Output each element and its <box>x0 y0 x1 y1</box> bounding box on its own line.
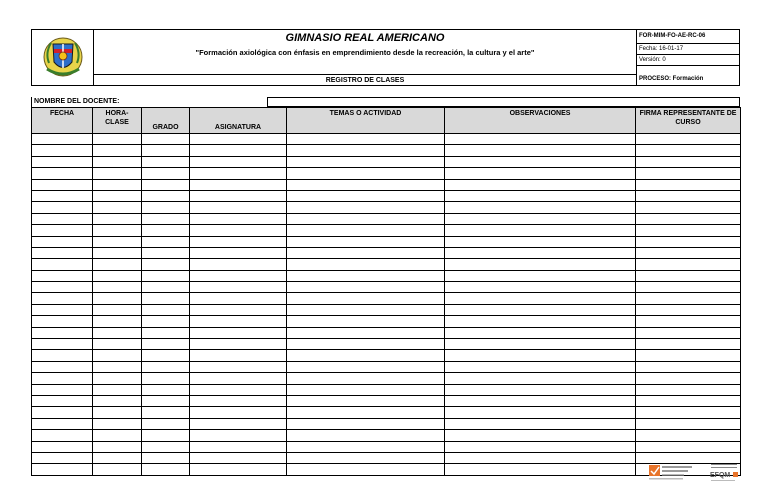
cell-asignatura[interactable] <box>190 156 287 167</box>
cell-fecha[interactable] <box>32 384 93 395</box>
table-row <box>32 168 741 179</box>
table-row <box>32 190 741 201</box>
cell-fecha[interactable] <box>32 395 93 406</box>
cell-hora[interactable] <box>93 213 142 224</box>
cell-firma[interactable] <box>636 270 741 281</box>
cell-observaciones[interactable] <box>445 452 636 463</box>
cell-asignatura[interactable] <box>190 236 287 247</box>
table-row <box>32 361 741 372</box>
cell-firma[interactable] <box>636 282 741 293</box>
cell-temas[interactable] <box>287 430 445 441</box>
cell-hora[interactable] <box>93 179 142 190</box>
table-row <box>32 179 741 190</box>
cell-hora[interactable] <box>93 270 142 281</box>
cell-asignatura[interactable] <box>190 134 287 145</box>
cell-observaciones[interactable] <box>445 190 636 201</box>
cell-fecha[interactable] <box>32 225 93 236</box>
cell-asignatura[interactable] <box>190 247 287 258</box>
cell-firma[interactable] <box>636 213 741 224</box>
column-header-asignatura: ASIGNATURA <box>190 108 287 134</box>
cell-hora[interactable] <box>93 418 142 429</box>
cell-asignatura[interactable] <box>190 168 287 179</box>
cell-observaciones[interactable] <box>445 395 636 406</box>
column-header-grado: GRADO <box>142 108 190 134</box>
cell-observaciones[interactable] <box>445 259 636 270</box>
cell-asignatura[interactable] <box>190 384 287 395</box>
table-row <box>32 236 741 247</box>
cell-firma[interactable] <box>636 316 741 327</box>
cell-temas[interactable] <box>287 202 445 213</box>
table-row <box>32 145 741 156</box>
table-row <box>32 464 741 475</box>
cell-observaciones[interactable] <box>445 316 636 327</box>
cell-fecha[interactable] <box>32 293 93 304</box>
cell-firma[interactable] <box>636 134 741 145</box>
cell-grado[interactable] <box>142 168 190 179</box>
cell-firma[interactable] <box>636 395 741 406</box>
document-metadata <box>636 30 739 85</box>
cell-temas[interactable] <box>287 316 445 327</box>
cell-firma[interactable] <box>636 430 741 441</box>
cell-grado[interactable] <box>142 418 190 429</box>
cell-firma[interactable] <box>636 156 741 167</box>
cell-asignatura[interactable] <box>190 293 287 304</box>
cell-fecha[interactable] <box>32 430 93 441</box>
cell-grado[interactable] <box>142 202 190 213</box>
table-row <box>32 373 741 384</box>
table-row <box>32 270 741 281</box>
cell-fecha[interactable] <box>32 282 93 293</box>
table-row <box>32 441 741 452</box>
efqm-logo-text: EFQM <box>710 472 731 479</box>
cell-observaciones[interactable] <box>445 134 636 145</box>
cell-grado[interactable] <box>142 316 190 327</box>
cell-fecha[interactable] <box>32 236 93 247</box>
cell-fecha[interactable] <box>32 156 93 167</box>
cell-grado[interactable] <box>142 395 190 406</box>
cell-hora[interactable] <box>93 247 142 258</box>
cell-temas[interactable] <box>287 407 445 418</box>
cell-observaciones[interactable] <box>445 327 636 338</box>
colombia-excelente-logo-icon <box>648 462 698 484</box>
cell-hora[interactable] <box>93 282 142 293</box>
cell-temas[interactable] <box>287 304 445 315</box>
cell-fecha[interactable] <box>32 350 93 361</box>
cell-observaciones[interactable] <box>445 407 636 418</box>
cell-temas[interactable] <box>287 350 445 361</box>
cell-firma[interactable] <box>636 384 741 395</box>
table-row <box>32 430 741 441</box>
cell-asignatura[interactable] <box>190 270 287 281</box>
cell-hora[interactable] <box>93 361 142 372</box>
cell-observaciones[interactable] <box>445 384 636 395</box>
cell-fecha[interactable] <box>32 373 93 384</box>
cell-hora[interactable] <box>93 293 142 304</box>
cell-asignatura[interactable] <box>190 304 287 315</box>
cell-fecha[interactable] <box>32 327 93 338</box>
cell-hora[interactable] <box>93 430 142 441</box>
table-row <box>32 134 741 145</box>
cell-hora[interactable] <box>93 384 142 395</box>
cell-asignatura[interactable] <box>190 327 287 338</box>
cell-temas[interactable] <box>287 179 445 190</box>
cell-asignatura[interactable] <box>190 179 287 190</box>
cell-firma[interactable] <box>636 441 741 452</box>
cell-grado[interactable] <box>142 452 190 463</box>
cell-temas[interactable] <box>287 270 445 281</box>
table-row <box>32 282 741 293</box>
cell-temas[interactable] <box>287 327 445 338</box>
cell-grado[interactable] <box>142 350 190 361</box>
cell-grado[interactable] <box>142 236 190 247</box>
table-row <box>32 452 741 463</box>
cell-hora[interactable] <box>93 145 142 156</box>
cell-temas[interactable] <box>287 225 445 236</box>
column-header-observaciones: OBSERVACIONES <box>445 108 636 134</box>
cell-temas[interactable] <box>287 339 445 350</box>
teacher-name-field[interactable] <box>268 98 739 106</box>
column-header-hora-clase: HORA- CLASE <box>93 108 142 134</box>
cell-firma[interactable] <box>636 247 741 258</box>
column-header-fecha: FECHA <box>32 108 93 134</box>
cell-observaciones[interactable] <box>445 361 636 372</box>
cell-observaciones[interactable] <box>445 418 636 429</box>
cell-temas[interactable] <box>287 452 445 463</box>
cell-firma[interactable] <box>636 259 741 270</box>
form-title: REGISTRO DE CLASES <box>325 77 405 84</box>
cell-asignatura[interactable] <box>190 339 287 350</box>
cell-grado[interactable] <box>142 270 190 281</box>
cell-fecha[interactable] <box>32 145 93 156</box>
cell-asignatura[interactable] <box>190 202 287 213</box>
cell-temas[interactable] <box>287 156 445 167</box>
cell-temas[interactable] <box>287 236 445 247</box>
cell-hora[interactable] <box>93 259 142 270</box>
cell-asignatura[interactable] <box>190 395 287 406</box>
cell-firma[interactable] <box>636 304 741 315</box>
cell-temas[interactable] <box>287 259 445 270</box>
cell-observaciones[interactable] <box>445 156 636 167</box>
cell-temas[interactable] <box>287 134 445 145</box>
cell-fecha[interactable] <box>32 441 93 452</box>
cell-asignatura[interactable] <box>190 361 287 372</box>
certification-logos <box>648 462 740 484</box>
cell-temas[interactable] <box>287 373 445 384</box>
cell-fecha[interactable] <box>32 316 93 327</box>
table-row <box>32 407 741 418</box>
cell-grado[interactable] <box>142 407 190 418</box>
cell-firma[interactable] <box>636 373 741 384</box>
cell-fecha[interactable] <box>32 202 93 213</box>
cell-firma[interactable] <box>636 145 741 156</box>
cell-asignatura[interactable] <box>190 225 287 236</box>
cell-temas[interactable] <box>287 145 445 156</box>
cell-firma[interactable] <box>636 361 741 372</box>
cell-firma[interactable] <box>636 225 741 236</box>
column-header-firma: FIRMA REPRESENTANTE DE CURSO <box>636 108 741 134</box>
cell-hora[interactable] <box>93 190 142 201</box>
cell-asignatura[interactable] <box>190 418 287 429</box>
efqm-logo-icon <box>708 462 740 484</box>
form-title-row <box>94 74 636 85</box>
cell-firma[interactable] <box>636 339 741 350</box>
cell-firma[interactable] <box>636 407 741 418</box>
cell-grado[interactable] <box>142 259 190 270</box>
cell-observaciones[interactable] <box>445 441 636 452</box>
cell-observaciones[interactable] <box>445 282 636 293</box>
cell-observaciones[interactable] <box>445 145 636 156</box>
cell-fecha[interactable] <box>32 179 93 190</box>
cell-grado[interactable] <box>142 282 190 293</box>
cell-grado[interactable] <box>142 179 190 190</box>
cell-asignatura[interactable] <box>190 259 287 270</box>
document-code: FOR-MIM-FO-AE-RC-06 <box>637 30 739 44</box>
table-row <box>32 384 741 395</box>
cell-fecha[interactable] <box>32 270 93 281</box>
cell-hora[interactable] <box>93 395 142 406</box>
cell-fecha[interactable] <box>32 259 93 270</box>
table-row <box>32 259 741 270</box>
table-row <box>32 339 741 350</box>
cell-hora[interactable] <box>93 407 142 418</box>
cell-asignatura[interactable] <box>190 373 287 384</box>
cell-observaciones[interactable] <box>445 350 636 361</box>
cell-asignatura[interactable] <box>190 350 287 361</box>
cell-firma[interactable] <box>636 202 741 213</box>
table-row <box>32 327 741 338</box>
cell-hora[interactable] <box>93 441 142 452</box>
cell-asignatura[interactable] <box>190 316 287 327</box>
cell-grado[interactable] <box>142 156 190 167</box>
cell-hora[interactable] <box>93 304 142 315</box>
cell-grado[interactable] <box>142 339 190 350</box>
cell-temas[interactable] <box>287 384 445 395</box>
cell-asignatura[interactable] <box>190 213 287 224</box>
table-row <box>32 418 741 429</box>
school-motto: "Formación axiológica con énfasis en emprendimiento desde la recreación, la cultura y el arte" <box>195 48 535 57</box>
cell-grado[interactable] <box>142 384 190 395</box>
cell-asignatura[interactable] <box>190 464 287 475</box>
cell-grado[interactable] <box>142 373 190 384</box>
cell-hora[interactable] <box>93 464 142 475</box>
cell-fecha[interactable] <box>32 190 93 201</box>
cell-firma[interactable] <box>636 418 741 429</box>
cell-temas[interactable] <box>287 293 445 304</box>
document-process: PROCESO: Formación <box>639 76 704 82</box>
table-row <box>32 293 741 304</box>
cell-hora[interactable] <box>93 339 142 350</box>
document-version: Versión: 0 <box>637 55 739 66</box>
cell-fecha[interactable] <box>32 452 93 463</box>
logo-cell <box>32 30 94 85</box>
cell-firma[interactable] <box>636 236 741 247</box>
cell-hora[interactable] <box>93 373 142 384</box>
cell-asignatura[interactable] <box>190 190 287 201</box>
school-crest-icon <box>41 35 85 79</box>
cell-asignatura[interactable] <box>190 452 287 463</box>
cell-asignatura[interactable] <box>190 407 287 418</box>
teacher-name-label: NOMBRE DEL DOCENTE: <box>32 97 268 107</box>
table-row <box>32 247 741 258</box>
class-register-table <box>31 107 740 441</box>
cell-temas[interactable] <box>287 213 445 224</box>
cell-fecha[interactable] <box>32 213 93 224</box>
table-row <box>32 213 741 224</box>
cell-fecha[interactable] <box>32 168 93 179</box>
cell-observaciones[interactable] <box>445 339 636 350</box>
cell-firma[interactable] <box>636 179 741 190</box>
cell-temas[interactable] <box>287 168 445 179</box>
cell-asignatura[interactable] <box>190 430 287 441</box>
cell-grado[interactable] <box>142 464 190 475</box>
cell-fecha[interactable] <box>32 407 93 418</box>
cell-temas[interactable] <box>287 395 445 406</box>
table-row <box>32 304 741 315</box>
cell-observaciones[interactable] <box>445 179 636 190</box>
cell-hora[interactable] <box>93 225 142 236</box>
cell-hora[interactable] <box>93 452 142 463</box>
cell-observaciones[interactable] <box>445 293 636 304</box>
table-header-row <box>32 108 741 134</box>
cell-hora[interactable] <box>93 134 142 145</box>
table-row <box>32 395 741 406</box>
title-cell <box>94 30 636 74</box>
cell-firma[interactable] <box>636 350 741 361</box>
cell-hora[interactable] <box>93 327 142 338</box>
cell-temas[interactable] <box>287 282 445 293</box>
cell-observaciones[interactable] <box>445 168 636 179</box>
cell-fecha[interactable] <box>32 418 93 429</box>
cell-observaciones[interactable] <box>445 464 636 475</box>
table-row <box>32 156 741 167</box>
cell-temas[interactable] <box>287 247 445 258</box>
cell-observaciones[interactable] <box>445 213 636 224</box>
document-date: Fecha: 16-01-17 <box>637 44 739 55</box>
cell-asignatura[interactable] <box>190 282 287 293</box>
cell-temas[interactable] <box>287 361 445 372</box>
cell-temas[interactable] <box>287 418 445 429</box>
cell-fecha[interactable] <box>32 247 93 258</box>
cell-grado[interactable] <box>142 225 190 236</box>
cell-firma[interactable] <box>636 190 741 201</box>
cell-hora[interactable] <box>93 168 142 179</box>
cell-hora[interactable] <box>93 316 142 327</box>
cell-hora[interactable] <box>93 156 142 167</box>
cell-fecha[interactable] <box>32 304 93 315</box>
cell-temas[interactable] <box>287 190 445 201</box>
cell-fecha[interactable] <box>32 339 93 350</box>
table-row <box>32 225 741 236</box>
cell-temas[interactable] <box>287 464 445 475</box>
table-row <box>32 202 741 213</box>
table-row <box>32 350 741 361</box>
cell-hora[interactable] <box>93 350 142 361</box>
cell-grado[interactable] <box>142 145 190 156</box>
cell-grado[interactable] <box>142 441 190 452</box>
cell-temas[interactable] <box>287 441 445 452</box>
cell-firma[interactable] <box>636 168 741 179</box>
table-row <box>32 316 741 327</box>
school-name: GIMNASIO REAL AMERICANO <box>285 32 445 44</box>
cell-grado[interactable] <box>142 327 190 338</box>
cell-observaciones[interactable] <box>445 430 636 441</box>
cell-grado[interactable] <box>142 247 190 258</box>
cell-asignatura[interactable] <box>190 441 287 452</box>
cell-firma[interactable] <box>636 293 741 304</box>
cell-grado[interactable] <box>142 134 190 145</box>
cell-hora[interactable] <box>93 202 142 213</box>
column-header-temas: TEMAS O ACTIVIDAD <box>287 108 445 134</box>
cell-grado[interactable] <box>142 304 190 315</box>
cell-hora[interactable] <box>93 236 142 247</box>
cell-fecha[interactable] <box>32 464 93 475</box>
cell-observaciones[interactable] <box>445 373 636 384</box>
cell-observaciones[interactable] <box>445 270 636 281</box>
cell-observaciones[interactable] <box>445 225 636 236</box>
cell-observaciones[interactable] <box>445 202 636 213</box>
cell-grado[interactable] <box>142 361 190 372</box>
cell-observaciones[interactable] <box>445 236 636 247</box>
cell-grado[interactable] <box>142 213 190 224</box>
cell-observaciones[interactable] <box>445 304 636 315</box>
document-header <box>31 29 740 86</box>
cell-grado[interactable] <box>142 430 190 441</box>
cell-grado[interactable] <box>142 293 190 304</box>
cell-fecha[interactable] <box>32 361 93 372</box>
teacher-name-row <box>31 97 740 107</box>
cell-observaciones[interactable] <box>445 247 636 258</box>
cell-fecha[interactable] <box>32 134 93 145</box>
cell-firma[interactable] <box>636 327 741 338</box>
cell-asignatura[interactable] <box>190 145 287 156</box>
cell-grado[interactable] <box>142 190 190 201</box>
